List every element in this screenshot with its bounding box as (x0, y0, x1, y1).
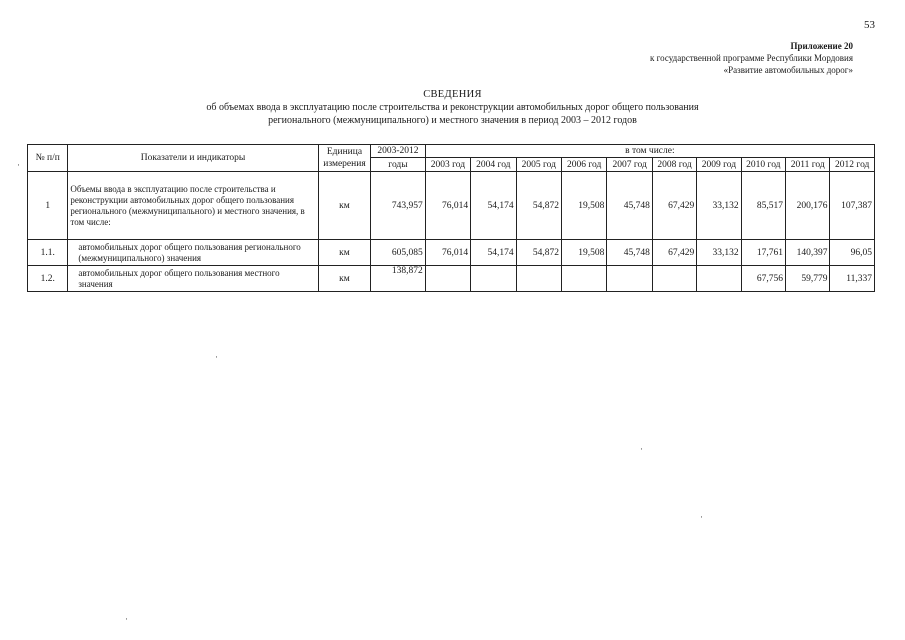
table-row (28, 172, 875, 240)
row-value: 76,014 (425, 172, 470, 240)
appendix-title: Приложение 20 (790, 41, 853, 51)
table-row (28, 240, 875, 266)
row-unit: км (318, 240, 370, 266)
row-value: 67,429 (652, 172, 696, 240)
row-value: 17,761 (741, 240, 785, 266)
row-value: 54,872 (516, 240, 561, 266)
header-indicator: Показатели и индикаторы (68, 145, 318, 172)
row-value: 67,429 (652, 240, 696, 266)
row-value (697, 266, 741, 292)
header-year: 2003 год (425, 158, 470, 172)
row-value (607, 266, 652, 292)
header-total-bottom: годы (371, 158, 426, 172)
row-value: 45,748 (607, 172, 652, 240)
row-value (516, 266, 561, 292)
header-year: 2010 год (741, 158, 785, 172)
row-value: 54,174 (471, 172, 516, 240)
row-value: 59,779 (786, 266, 830, 292)
scan-mark: · (700, 512, 703, 522)
row-value: 54,872 (516, 172, 561, 240)
row-num: 1 (28, 172, 68, 240)
document-heading (0, 88, 905, 127)
appendix-line-2: «Развитие автомобильных дорог» (723, 65, 853, 75)
header-total-top: 2003-2012 (371, 145, 426, 158)
row-value: 140,397 (786, 240, 830, 266)
row-value: 107,387 (830, 172, 875, 240)
row-indicator: Объемы ввода в эксплуатацию после строительства и реконструкции автомобильных дорог общего пользования регионального (межмуниципального) и местного значения, в том числе: (68, 172, 318, 240)
row-value: 33,132 (697, 240, 741, 266)
header-year: 2007 год (607, 158, 652, 172)
header-year: 2012 год (830, 158, 875, 172)
row-value: 45,748 (607, 240, 652, 266)
page-number: 53 (864, 19, 875, 31)
appendix-block (650, 40, 853, 76)
header-year: 2009 год (697, 158, 741, 172)
header-year: 2011 год (786, 158, 830, 172)
row-indicator: автомобильных дорог общего пользования регионального (межмуниципального) значения (68, 240, 318, 266)
header-year: 2008 год (652, 158, 696, 172)
appendix-line-1: к государственной программе Республики Мордовия (650, 53, 853, 63)
header-year: 2005 год (516, 158, 561, 172)
row-value: 11,337 (830, 266, 875, 292)
header-year: 2006 год (561, 158, 606, 172)
row-value (652, 266, 696, 292)
row-value: 67,756 (741, 266, 785, 292)
row-value: 96,05 (830, 240, 875, 266)
row-value (561, 266, 606, 292)
data-table (27, 144, 875, 292)
header-num: № п/п (28, 145, 68, 172)
row-value: 200,176 (786, 172, 830, 240)
scan-mark: · (640, 444, 643, 454)
table-row (28, 266, 875, 292)
row-value: 33,132 (697, 172, 741, 240)
row-value: 76,014 (425, 240, 470, 266)
scan-mark: · (17, 160, 20, 170)
row-total: 743,957 (371, 172, 426, 240)
row-indicator: автомобильных дорог общего пользования местного значения (68, 266, 318, 292)
row-value: 54,174 (471, 240, 516, 266)
row-unit: км (318, 172, 370, 240)
row-value (471, 266, 516, 292)
row-value (425, 266, 470, 292)
scan-mark: · (215, 352, 218, 362)
row-value: 85,517 (741, 172, 785, 240)
document-subtitle-2: регионального (межмуниципального) и местного значения в период 2003 – 2012 годов (268, 115, 637, 126)
row-value: 19,508 (561, 240, 606, 266)
row-num: 1.2. (28, 266, 68, 292)
scan-mark: · (125, 614, 128, 624)
document-title: СВЕДЕНИЯ (423, 89, 482, 100)
header-unit: Единица измерения (318, 145, 370, 172)
row-total: 605,085 (371, 240, 426, 266)
row-total: 138,872 (371, 266, 426, 292)
document-subtitle-1: об объемах ввода в эксплуатацию после строительства и реконструкции автомобильных дорог общего пользования (206, 102, 699, 113)
row-value: 19,508 (561, 172, 606, 240)
header-including: в том числе: (425, 145, 874, 158)
header-row-1 (28, 145, 875, 158)
row-unit: км (318, 266, 370, 292)
row-num: 1.1. (28, 240, 68, 266)
header-year: 2004 год (471, 158, 516, 172)
